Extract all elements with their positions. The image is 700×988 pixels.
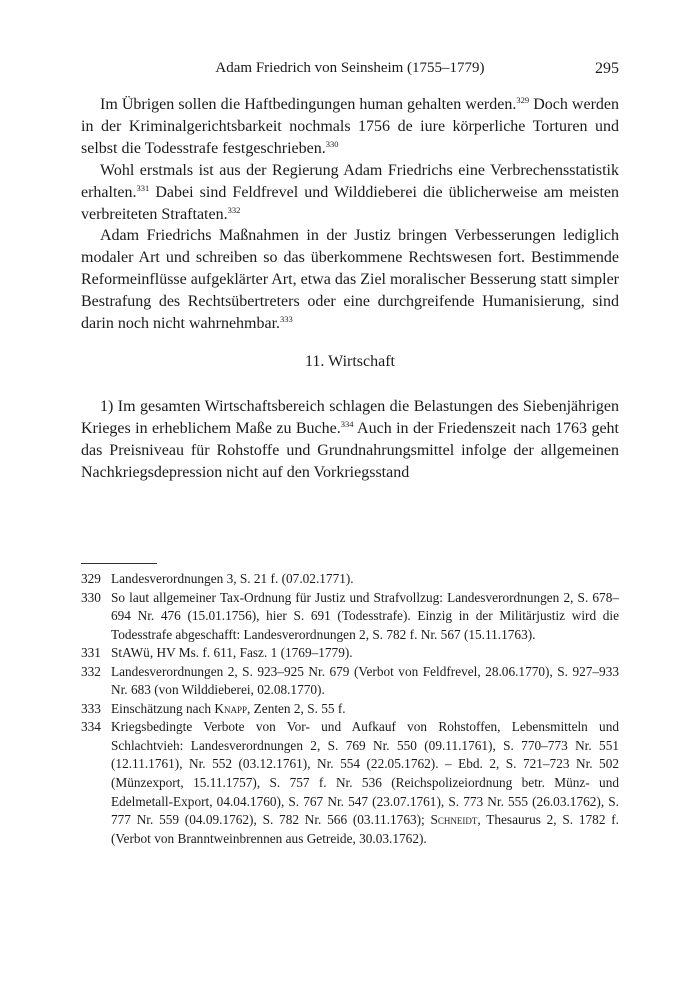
footnote-ref: 331 bbox=[136, 182, 150, 193]
footnotes bbox=[81, 570, 619, 848]
footnote bbox=[81, 570, 619, 589]
author-name: Knapp bbox=[214, 700, 248, 716]
footnote-text: So laut allgemeiner Tax-Ordnung für Justiz und Strafvollzug: Landesverordnungen 2, S. 678–694 Nr. 476 (15.01.1756), hier S. 691 (Todesstrafe). Einzig in der Militärjustiz wird die Todesstrafe abgeschafft: Landesverordnungen 2, S. 782 f. Nr. 567 (15.11.1763). bbox=[111, 589, 619, 642]
footnote-number: 331 bbox=[81, 645, 101, 661]
paragraph bbox=[81, 396, 619, 484]
footnote-text bbox=[111, 718, 619, 848]
paragraph bbox=[81, 160, 619, 226]
footnote-ref: 330 bbox=[325, 138, 339, 149]
footnote-text bbox=[111, 700, 619, 719]
paragraph-text: Dabei sind Feldfrevel und Wilddieberei die üblicherweise am meisten verbreiteten Straftaten. bbox=[81, 183, 619, 223]
footnote-text: Landesverordnungen 2, S. 923–925 Nr. 679 (Verbot von Feldfrevel, 28.06.1770), S. 927–933 Nr. 683 (von Wilddieberei, 02.08.1770). bbox=[111, 663, 619, 698]
section-heading: 11. Wirtschaft bbox=[305, 353, 395, 370]
footnote-separator bbox=[81, 563, 157, 564]
body-text bbox=[81, 94, 619, 335]
paragraph-text: Adam Friedrichs Maßnahmen in der Justiz bringen Verbesserungen lediglich modaler Art und schreiben so das überkommene Rechtswesen fort. Bestimmende Reformeinflüsse aufgeklärter Art, etwa das Ziel moralischer Besserung statt simpler Bestrafung des Rechtsübertreters oder eine durchgreifende Humanisierung, sind darin noch nicht wahrnehmbar. bbox=[81, 227, 619, 333]
footnote-text-part: Einschätzung nach bbox=[111, 700, 215, 716]
footnote-ref: 334 bbox=[340, 418, 354, 429]
footnote-text-part: Kriegsbedingte Verbote von Vor- und Aufkauf von Rohstoffen, Lebensmitteln und Schlachtvieh: Landesverordnungen 2, S. 769 Nr. 550 (09.11.1761), S. 770–773 Nr. 551 (12.11.1761), Nr. 552 (03.12.1761), Nr. 554 (22.05.1762). – Ebd. 2, S. 721–723 Nr. 502 (Münzexport, 15.11.1757), S. 757 f. Nr. 536 (Reichspolizeiordnung betr. Münz- und Edelmetall-Export, 04.04.1760), S. 767 Nr. 547 (23.07.1761), S. 773 Nr. 555 (26.03.1762), S. 777 Nr. 559 (04.09.1762), S. 782 Nr. 566 (03.11.1763); bbox=[111, 719, 619, 828]
footnote bbox=[81, 700, 619, 719]
author-name: Schneidt bbox=[430, 812, 478, 828]
footnote-number: 329 bbox=[81, 571, 101, 586]
footnote bbox=[81, 718, 619, 848]
paragraph-text: Wohl erstmals ist aus der Regierung Adam Friedrichs eine Verbrechensstatistik erhalten. bbox=[81, 161, 619, 201]
footnote bbox=[81, 589, 619, 645]
footnote-text: Landesverordnungen 3, S. 21 f. (07.02.1771). bbox=[111, 571, 354, 586]
footnote-number: 334 bbox=[81, 719, 101, 735]
footnote bbox=[81, 663, 619, 700]
section-body-text bbox=[81, 396, 619, 484]
footnote-ref: 332 bbox=[227, 204, 241, 215]
running-title: Adam Friedrich von Seinsheim (1755–1779) bbox=[215, 60, 485, 76]
footnote-text-part: , Thesaurus 2, S. 1782 f. (Verbot von Branntweinbrennen aus Getreide, 30.03.1762). bbox=[111, 812, 619, 846]
footnote bbox=[81, 644, 619, 663]
paragraph bbox=[81, 225, 619, 335]
page-number: 295 bbox=[595, 60, 619, 77]
page-header bbox=[81, 60, 619, 84]
footnote-number: 330 bbox=[81, 589, 101, 605]
paragraph-text: 1) Im gesamten Wirtschaftsbereich schlagen die Belastungen des Siebenjährigen Krieges in erheblichem Maße zu Buche. bbox=[81, 398, 619, 437]
paragraph-text: Im Übrigen sollen die Haftbedingungen human gehalten werden. bbox=[100, 96, 517, 113]
paragraph-text: Auch in der Friedenszeit nach 1763 geht das Preisniveau für Rohstoffe und Grundnahrungsmittel infolge der allgemeinen Nachkriegsdepression nicht auf den Vorkriegsstand bbox=[81, 419, 619, 481]
footnote-number: 332 bbox=[81, 663, 101, 679]
footnote-ref: 329 bbox=[516, 95, 530, 105]
paragraph bbox=[81, 94, 619, 160]
footnote-text-part: , Zenten 2, S. 55 f. bbox=[247, 700, 346, 716]
footnote-text: StAWü, HV Ms. f. 611, Fasz. 1 (1769–1779). bbox=[111, 645, 353, 661]
paragraph-text: Doch werden in der Kriminalgerichtsbarkeit nochmals 1756 de iure körperliche Torturen und selbst die Todesstrafe festgeschrieben. bbox=[81, 96, 620, 157]
footnote-ref: 333 bbox=[280, 314, 293, 325]
footnote-number: 333 bbox=[81, 700, 101, 716]
